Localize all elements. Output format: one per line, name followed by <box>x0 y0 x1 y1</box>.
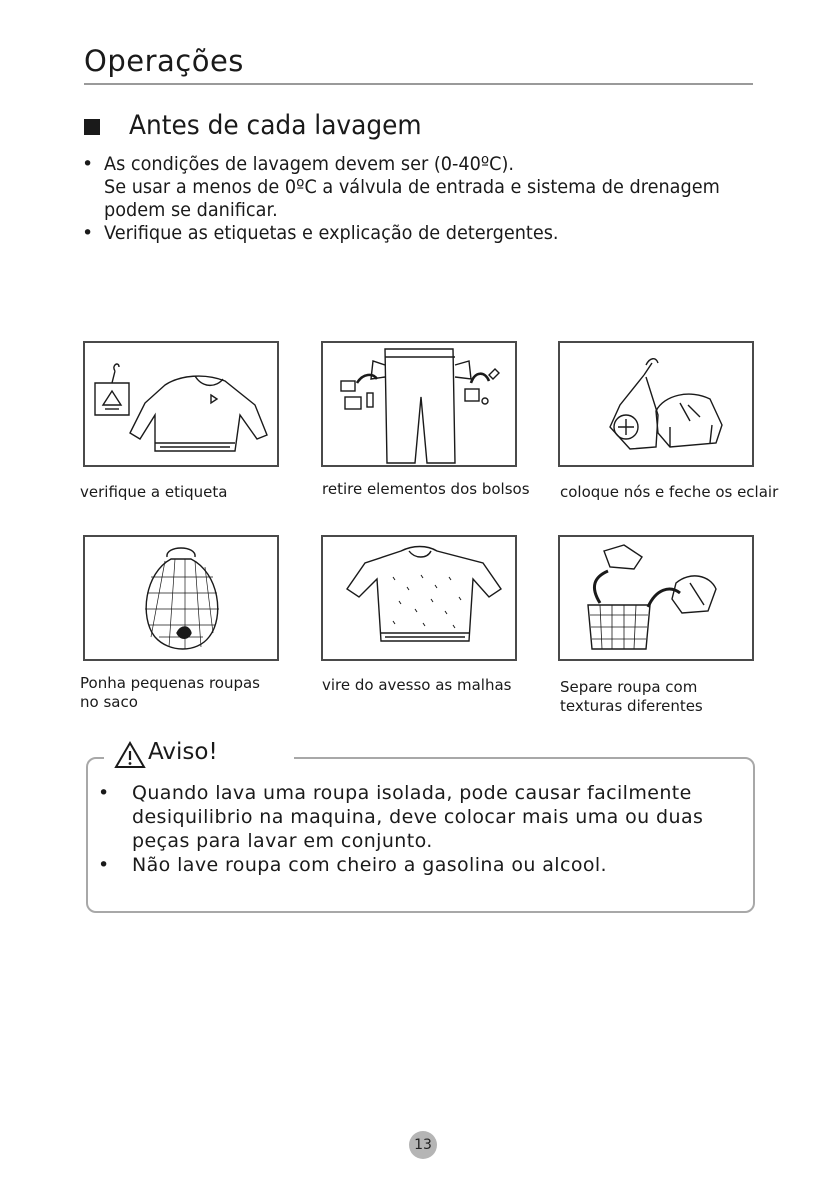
caption-label: coloque nós e feche os eclair <box>560 483 779 501</box>
tied-garments-icon <box>558 341 754 467</box>
list-item <box>78 153 778 222</box>
section-square-icon <box>84 119 100 135</box>
caption-line: no saco <box>80 693 138 711</box>
warning-triangle-icon <box>114 740 146 770</box>
list-item <box>78 222 778 245</box>
page-title: Operações <box>84 44 244 78</box>
sweater-label-icon <box>83 341 279 467</box>
bullet: • <box>82 222 94 244</box>
inside-out-sweater-icon <box>321 535 517 661</box>
caption-label: vire do avesso as malhas <box>322 676 512 694</box>
warning-line: desiquilibrio na maquina, deve colocar mais uma ou duas <box>132 806 704 828</box>
caption-label: verifique a etiqueta <box>80 483 228 501</box>
intro-line: Verifique as etiquetas e explicação de detergentes. <box>104 222 559 244</box>
bullet: • <box>98 854 110 876</box>
list-item <box>94 781 744 853</box>
intro-list <box>78 153 778 245</box>
title-divider <box>84 83 753 85</box>
caption-line: texturas diferentes <box>560 697 703 715</box>
warning-line: peças para lavar em conjunto. <box>132 830 433 852</box>
caption-label: retire elementos dos bolsos <box>322 480 530 498</box>
warning-list <box>94 781 744 877</box>
caption-label <box>80 674 260 712</box>
trousers-pockets-icon <box>321 341 517 467</box>
bullet: • <box>98 782 110 804</box>
laundry-bag-icon <box>83 535 279 661</box>
intro-line: podem se danificar. <box>104 199 278 221</box>
page-number: 13 <box>409 1131 437 1159</box>
intro-line: Se usar a menos de 0ºC a válvula de entrada e sistema de drenagem <box>104 176 720 198</box>
caption-line: Ponha pequenas roupas <box>80 674 260 692</box>
warning-line: Quando lava uma roupa isolada, pode causar facilmente <box>132 782 692 804</box>
list-item <box>94 853 744 877</box>
warning-title: Aviso! <box>148 739 218 765</box>
sorting-basket-icon <box>558 535 754 661</box>
caption-label <box>560 678 703 716</box>
section-heading: Antes de cada lavagem <box>129 110 422 141</box>
warning-line: Não lave roupa com cheiro a gasolina ou alcool. <box>132 854 607 876</box>
caption-line: Separe roupa com <box>560 678 698 696</box>
bullet: • <box>82 153 94 175</box>
intro-line: As condições de lavagem devem ser (0-40ºC). <box>104 153 514 175</box>
